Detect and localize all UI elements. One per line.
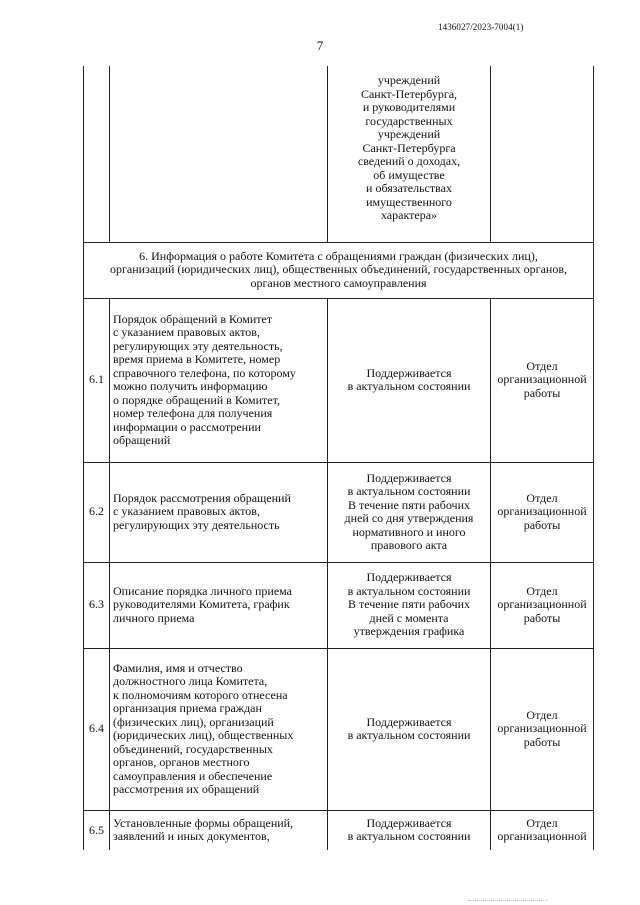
- row-term: Поддерживается в актуальном состоянии: [347, 815, 471, 844]
- row-term-cell: [328, 562, 491, 648]
- document-id: 1436027/2023-7004(1): [438, 22, 524, 32]
- row-responsible: Отдел организационной работы: [497, 583, 587, 625]
- page-number: 7: [316, 38, 324, 53]
- row-responsible: Отдел организационной работы: [497, 490, 587, 532]
- row-resp-cell: [491, 298, 594, 462]
- row-term: Поддерживается в актуальном состоянии: [347, 714, 471, 742]
- section-6-title: 6. Информация о работе Комитета с обращениями граждан (физических лиц), организаций (юридических лиц), общественных объединений, государственных органов, органов местного самоуправления: [110, 248, 567, 290]
- continuation-row: [84, 66, 594, 242]
- row-term-cell: [328, 648, 491, 810]
- row-term: Поддерживается в актуальном состоянии В течение пяти рабочих дней с момента утверждения графика: [347, 570, 471, 639]
- row-number: 6.5: [84, 810, 110, 850]
- table-row: [84, 648, 594, 810]
- row-name-cell: [110, 298, 328, 462]
- row-name: Установленные формы обращений, заявлений и иных документов,: [113, 815, 294, 844]
- table-row: [84, 298, 594, 462]
- row-term-cell: [328, 462, 491, 562]
- row-resp-cell: [491, 810, 594, 850]
- row-number: 6.3: [84, 562, 110, 648]
- table-row: [84, 462, 594, 562]
- row-term-cell: [328, 810, 491, 850]
- row-name: Фамилия, имя и отчество должностного лица Комитета, к полномочиям которого отнесена организация приема граждан (физических лиц), организаций (юридических лиц), общественных объединений, государственных органов, органов местного самоуправления и обеспечение рассмотрения их обращений: [113, 660, 294, 796]
- row-term-cell: [328, 298, 491, 462]
- continuation-term-text: учреждений Санкт-Петербурга, и руководителями государственных учреждений Санкт-Петербурга сведений о доходах, об имуществе и обязательствах имущественного характера»: [357, 73, 461, 222]
- row-resp-cell: [491, 562, 594, 648]
- cell-num: [84, 66, 110, 242]
- row-resp-cell: [491, 648, 594, 810]
- info-table: [83, 66, 594, 850]
- row-term: Поддерживается в актуальном состоянии: [347, 365, 471, 393]
- row-number: 6.1: [84, 298, 110, 462]
- row-name: Порядок обращений в Комитет с указанием правовых актов, регулирующих эту деятельность, время приема в Комитете, номер справочного телефона, по которому можно получить информацию о порядке обращений в Комитет, номер телефона для получения информации о рассмотрении обращений: [113, 311, 296, 447]
- row-responsible: Отдел организационной: [497, 815, 587, 844]
- section-6-cell: [84, 242, 594, 298]
- row-number: 6.4: [84, 648, 110, 810]
- row-responsible: Отдел организационной работы: [497, 707, 587, 749]
- row-term: Поддерживается в актуальном состоянии В течение пяти рабочих дней со дня утверждения нормативного и иного правового акта: [344, 470, 474, 552]
- cell-name: [110, 66, 328, 242]
- row-number: 6.2: [84, 462, 110, 562]
- section-6-header: [84, 242, 594, 298]
- row-name-cell: [110, 810, 328, 850]
- cell-resp: [491, 66, 594, 242]
- scan-artifact: [468, 900, 548, 903]
- row-responsible: Отдел организационной работы: [497, 358, 587, 400]
- row-name-cell: [110, 462, 328, 562]
- table-row: [84, 562, 594, 648]
- row-name: Описание порядка личного приема руководителями Комитета, график личного приема: [113, 583, 292, 625]
- table-row: [84, 810, 594, 850]
- cell-term: [328, 66, 491, 242]
- row-resp-cell: [491, 462, 594, 562]
- row-name-cell: [110, 562, 328, 648]
- row-name: Порядок рассмотрения обращений с указанием правовых актов, регулирующих эту деятельность: [113, 490, 291, 532]
- row-name-cell: [110, 648, 328, 810]
